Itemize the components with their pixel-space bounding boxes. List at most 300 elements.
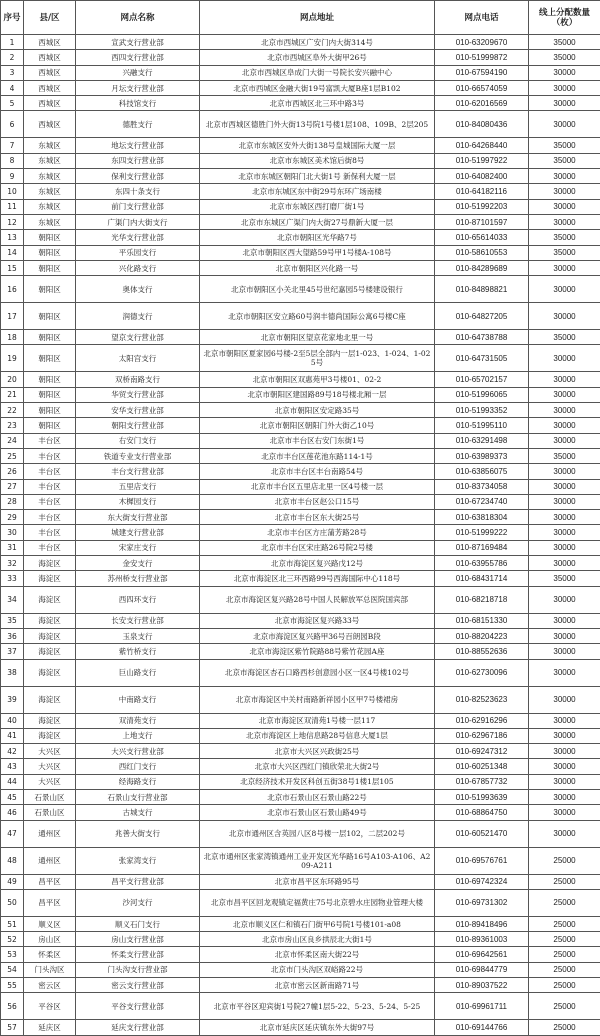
header-row [1, 1, 600, 35]
phone-cell: 010-66574059 [435, 80, 529, 95]
table-row [1, 199, 600, 214]
table-row [1, 805, 600, 820]
seq-cell: 26 [1, 464, 24, 479]
table-row [1, 169, 600, 184]
table-row [1, 659, 600, 686]
header-district: 县/区 [24, 1, 76, 35]
table-body [1, 35, 600, 1036]
quota-cell: 30000 [529, 403, 600, 418]
quota-cell: 25000 [529, 1020, 600, 1035]
phone-cell: 010-69247312 [435, 744, 529, 759]
phone-cell: 010-62916296 [435, 713, 529, 728]
seq-cell: 30 [1, 525, 24, 540]
branch-name-cell: 苏州桥支行营业部 [76, 571, 200, 586]
quota-cell: 25000 [529, 847, 600, 874]
seq-cell: 57 [1, 1020, 24, 1035]
address-cell: 北京市丰台区东大街25号 [200, 510, 435, 525]
seq-cell: 41 [1, 728, 24, 743]
address-cell: 北京经济技术开发区科创五街38号1楼1层105 [200, 774, 435, 789]
phone-cell: 010-63856075 [435, 464, 529, 479]
district-cell: 朝阳区 [24, 418, 76, 433]
table-row [1, 556, 600, 571]
district-cell: 西城区 [24, 65, 76, 80]
district-cell: 丰台区 [24, 464, 76, 479]
phone-cell: 010-62967186 [435, 728, 529, 743]
branch-name-cell: 西四支行营业部 [76, 50, 200, 65]
branch-name-cell: 石景山支行营业部 [76, 789, 200, 804]
address-cell: 北京市海淀区复兴路28号中国人民解放军总医院国宾部 [200, 586, 435, 613]
seq-cell: 31 [1, 540, 24, 555]
quota-cell: 30000 [529, 774, 600, 789]
address-cell: 北京市东城区东中街29号东环广场南楼 [200, 184, 435, 199]
address-cell: 北京市丰台区五里店北里一区4号楼一层 [200, 479, 435, 494]
phone-cell: 010-67594190 [435, 65, 529, 80]
address-cell: 北京市丰台区右安门东街1号 [200, 433, 435, 448]
table-row [1, 448, 600, 463]
quota-cell: 30000 [529, 479, 600, 494]
address-cell: 北京市朝阳区安定路35号 [200, 403, 435, 418]
table-row [1, 403, 600, 418]
district-cell: 西城区 [24, 50, 76, 65]
address-cell: 北京市朝阳区西大望路59号甲1号楼A-108号 [200, 245, 435, 260]
address-cell: 北京市海淀区上地信息路28号信息大厦1层 [200, 728, 435, 743]
branch-name-cell: 太阳宫支行 [76, 345, 200, 372]
phone-cell: 010-51993639 [435, 789, 529, 804]
phone-cell: 010-69576761 [435, 847, 529, 874]
quota-cell: 30000 [529, 759, 600, 774]
phone-cell: 010-64827205 [435, 303, 529, 330]
phone-cell: 010-67857732 [435, 774, 529, 789]
table-row [1, 1020, 600, 1035]
branch-name-cell: 兴化路支行 [76, 260, 200, 275]
table-row [1, 96, 600, 111]
quota-cell: 25000 [529, 874, 600, 889]
seq-cell: 15 [1, 260, 24, 275]
address-cell: 北京市朝阳区光华路7号 [200, 230, 435, 245]
seq-cell: 52 [1, 932, 24, 947]
address-cell: 北京市朝阳区兴化路一号 [200, 260, 435, 275]
address-cell: 北京市海淀区紫竹院路88号紫竹花园A座 [200, 644, 435, 659]
table-row [1, 65, 600, 80]
branch-name-cell: 科技馆支行 [76, 96, 200, 111]
branch-name-cell: 望京支行营业部 [76, 330, 200, 345]
header-address: 网点地址 [200, 1, 435, 35]
quota-cell: 30000 [529, 644, 600, 659]
phone-cell: 010-69144766 [435, 1020, 529, 1035]
quota-cell: 35000 [529, 35, 600, 50]
quota-cell: 25000 [529, 978, 600, 993]
table-row [1, 962, 600, 977]
quota-cell: 30000 [529, 260, 600, 275]
phone-cell: 010-68864750 [435, 805, 529, 820]
branch-name-cell: 润德支行 [76, 303, 200, 330]
quota-cell: 30000 [529, 628, 600, 643]
seq-cell: 10 [1, 184, 24, 199]
seq-cell: 48 [1, 847, 24, 874]
district-cell: 朝阳区 [24, 245, 76, 260]
address-cell: 北京市通州区张家湾镇通州工业开发区光华路16号A103-A106、A209-A211 [200, 847, 435, 874]
phone-cell: 010-69642561 [435, 947, 529, 962]
phone-cell: 010-87169484 [435, 540, 529, 555]
branch-name-cell: 西四环支行 [76, 586, 200, 613]
district-cell: 朝阳区 [24, 403, 76, 418]
quota-cell: 30000 [529, 276, 600, 303]
district-cell: 东城区 [24, 199, 76, 214]
district-cell: 朝阳区 [24, 230, 76, 245]
address-cell: 北京市昌平区回龙观镇定福黄庄75号北京碧水庄园物业管理大楼 [200, 889, 435, 916]
table-row [1, 993, 600, 1020]
branch-name-cell: 宣武支行营业部 [76, 35, 200, 50]
quota-cell: 30000 [529, 111, 600, 138]
district-cell: 丰台区 [24, 540, 76, 555]
seq-cell: 33 [1, 571, 24, 586]
seq-cell: 5 [1, 96, 24, 111]
phone-cell: 010-63291498 [435, 433, 529, 448]
district-cell: 密云区 [24, 978, 76, 993]
phone-cell: 010-62016569 [435, 96, 529, 111]
address-cell: 北京市西城区阜外大街甲26号 [200, 50, 435, 65]
quota-cell: 30000 [529, 184, 600, 199]
phone-cell: 010-69961711 [435, 993, 529, 1020]
address-cell: 北京市顺义区仁和镇石门街甲6号院1号楼101-a08 [200, 916, 435, 931]
table-row [1, 540, 600, 555]
phone-cell: 010-64182116 [435, 184, 529, 199]
branch-name-cell: 木樨园支行 [76, 494, 200, 509]
district-cell: 门头沟区 [24, 962, 76, 977]
branch-name-cell: 德胜支行 [76, 111, 200, 138]
address-cell: 北京市海淀区杏石口路西杉创意园小区一区4号楼102号 [200, 659, 435, 686]
branch-name-cell: 城建支行营业部 [76, 525, 200, 540]
seq-cell: 11 [1, 199, 24, 214]
branch-name-cell: 兴融支行 [76, 65, 200, 80]
table-row [1, 153, 600, 168]
address-cell: 北京市西城区广安门内大街314号 [200, 35, 435, 50]
branch-name-cell: 延庆支行营业部 [76, 1020, 200, 1035]
seq-cell: 35 [1, 613, 24, 628]
district-cell: 朝阳区 [24, 303, 76, 330]
quota-cell: 35000 [529, 138, 600, 153]
quota-cell: 30000 [529, 80, 600, 95]
phone-cell: 010-68151330 [435, 613, 529, 628]
quota-cell: 35000 [529, 330, 600, 345]
phone-cell: 010-69742324 [435, 874, 529, 889]
quota-cell: 30000 [529, 433, 600, 448]
header-phone: 网点电话 [435, 1, 529, 35]
branch-name-cell: 西红门支行 [76, 759, 200, 774]
phone-cell: 010-51993352 [435, 403, 529, 418]
branch-name-cell: 铁道专业支行营业部 [76, 448, 200, 463]
district-cell: 昌平区 [24, 889, 76, 916]
phone-cell: 010-64731505 [435, 345, 529, 372]
seq-cell: 16 [1, 276, 24, 303]
district-cell: 东城区 [24, 184, 76, 199]
quota-cell: 30000 [529, 418, 600, 433]
district-cell: 丰台区 [24, 448, 76, 463]
district-cell: 海淀区 [24, 571, 76, 586]
quota-cell: 35000 [529, 448, 600, 463]
phone-cell: 010-63989373 [435, 448, 529, 463]
seq-cell: 46 [1, 805, 24, 820]
quota-cell: 30000 [529, 686, 600, 713]
seq-cell: 13 [1, 230, 24, 245]
seq-cell: 45 [1, 789, 24, 804]
seq-cell: 1 [1, 35, 24, 50]
phone-cell: 010-88204223 [435, 628, 529, 643]
district-cell: 顺义区 [24, 916, 76, 931]
table-row [1, 744, 600, 759]
table-row [1, 80, 600, 95]
quota-cell: 30000 [529, 65, 600, 80]
seq-cell: 38 [1, 659, 24, 686]
seq-cell: 7 [1, 138, 24, 153]
seq-cell: 18 [1, 330, 24, 345]
table-row [1, 686, 600, 713]
quota-cell: 30000 [529, 169, 600, 184]
phone-cell: 010-84898821 [435, 276, 529, 303]
header-quota: 线上分配数量（枚） [529, 1, 600, 35]
branch-name-cell: 金安支行 [76, 556, 200, 571]
branch-name-cell: 房山支行营业部 [76, 932, 200, 947]
district-cell: 东城区 [24, 138, 76, 153]
table-row [1, 932, 600, 947]
seq-cell: 40 [1, 713, 24, 728]
seq-cell: 47 [1, 820, 24, 847]
table-row [1, 820, 600, 847]
branch-name-cell: 朝阳支行营业部 [76, 418, 200, 433]
phone-cell: 010-82523623 [435, 686, 529, 713]
district-cell: 海淀区 [24, 728, 76, 743]
address-cell: 北京市石景山区石景山路49号 [200, 805, 435, 820]
quota-cell: 30000 [529, 214, 600, 229]
branch-name-cell: 华贸支行营业部 [76, 387, 200, 402]
table-row [1, 479, 600, 494]
branch-name-cell: 安华支行营业部 [76, 403, 200, 418]
table-row [1, 345, 600, 372]
branch-name-cell: 广渠门内大街支行 [76, 214, 200, 229]
address-cell: 北京市丰台区方庄蒲芳路28号 [200, 525, 435, 540]
table-row [1, 613, 600, 628]
district-cell: 朝阳区 [24, 372, 76, 387]
seq-cell: 51 [1, 916, 24, 931]
table-row [1, 138, 600, 153]
seq-cell: 14 [1, 245, 24, 260]
address-cell: 北京市朝阳区建国路89号18号楼北厢一层 [200, 387, 435, 402]
phone-cell: 010-60521470 [435, 820, 529, 847]
phone-cell: 010-51996065 [435, 387, 529, 402]
address-cell: 北京市西城区北三环中路3号 [200, 96, 435, 111]
address-cell: 北京市西城区阜成门大街一号院长安兴融中心 [200, 65, 435, 80]
quota-cell: 25000 [529, 947, 600, 962]
address-cell: 北京市东城区朝阳门北大街1号 新保利大厦一层 [200, 169, 435, 184]
seq-cell: 32 [1, 556, 24, 571]
branch-name-cell: 玉泉支行 [76, 628, 200, 643]
district-cell: 丰台区 [24, 494, 76, 509]
table-row [1, 418, 600, 433]
quota-cell: 30000 [529, 556, 600, 571]
table-row [1, 111, 600, 138]
table-row [1, 759, 600, 774]
phone-cell: 010-51992203 [435, 199, 529, 214]
phone-cell: 010-68431714 [435, 571, 529, 586]
district-cell: 东城区 [24, 214, 76, 229]
seq-cell: 42 [1, 744, 24, 759]
phone-cell: 010-68218718 [435, 586, 529, 613]
phone-cell: 010-88552636 [435, 644, 529, 659]
table-row [1, 214, 600, 229]
quota-cell: 30000 [529, 540, 600, 555]
district-cell: 东城区 [24, 153, 76, 168]
phone-cell: 010-84080436 [435, 111, 529, 138]
quota-cell: 25000 [529, 889, 600, 916]
table-row [1, 35, 600, 50]
phone-cell: 010-89361003 [435, 932, 529, 947]
phone-cell: 010-51999872 [435, 50, 529, 65]
branch-name-cell: 古城支行 [76, 805, 200, 820]
seq-cell: 53 [1, 947, 24, 962]
phone-cell: 010-51995110 [435, 418, 529, 433]
seq-cell: 19 [1, 345, 24, 372]
district-cell: 海淀区 [24, 586, 76, 613]
branch-name-cell: 怀柔支行营业部 [76, 947, 200, 962]
seq-cell: 27 [1, 479, 24, 494]
phone-cell: 010-64738788 [435, 330, 529, 345]
seq-cell: 49 [1, 874, 24, 889]
address-cell: 北京市门头沟区双峪路22号 [200, 962, 435, 977]
district-cell: 朝阳区 [24, 276, 76, 303]
address-cell: 北京市东城区安外大街138号皇城国际大厦一层 [200, 138, 435, 153]
phone-cell: 010-89418496 [435, 916, 529, 931]
address-cell: 北京市延庆区延庆镇东外大街97号 [200, 1020, 435, 1035]
quota-cell: 30000 [529, 303, 600, 330]
district-cell: 西城区 [24, 35, 76, 50]
quota-cell: 25000 [529, 993, 600, 1020]
branch-name-cell: 兆善大街支行 [76, 820, 200, 847]
seq-cell: 43 [1, 759, 24, 774]
phone-cell: 010-62730096 [435, 659, 529, 686]
district-cell: 朝阳区 [24, 260, 76, 275]
branch-name-cell: 门头沟支行营业部 [76, 962, 200, 977]
district-cell: 大兴区 [24, 759, 76, 774]
table-row [1, 387, 600, 402]
address-cell: 北京市通州区含英园八区8号楼一层102，二层202号 [200, 820, 435, 847]
phone-cell: 010-63818304 [435, 510, 529, 525]
seq-cell: 9 [1, 169, 24, 184]
seq-cell: 56 [1, 993, 24, 1020]
phone-cell: 010-83734058 [435, 479, 529, 494]
address-cell: 北京市朝阳区夏家园6号楼-2至5层全部内一层1-023、1-024、1-025号 [200, 345, 435, 372]
branch-name-cell: 东四支行营业部 [76, 153, 200, 168]
phone-cell: 010-63955786 [435, 556, 529, 571]
table-row [1, 433, 600, 448]
address-cell: 北京市东城区广渠门内大街27号鼎新大厦一层 [200, 214, 435, 229]
seq-cell: 50 [1, 889, 24, 916]
seq-cell: 21 [1, 387, 24, 402]
quota-cell: 30000 [529, 345, 600, 372]
branch-name-cell: 东大街支行营业部 [76, 510, 200, 525]
district-cell: 通州区 [24, 820, 76, 847]
address-cell: 北京市东城区美术馆后街8号 [200, 153, 435, 168]
address-cell: 北京市朝阳区望京花家地北里一号 [200, 330, 435, 345]
seq-cell: 24 [1, 433, 24, 448]
branch-name-cell: 巨山路支行 [76, 659, 200, 686]
district-cell: 房山区 [24, 932, 76, 947]
quota-cell: 35000 [529, 50, 600, 65]
branch-name-cell: 前门支行营业部 [76, 199, 200, 214]
address-cell: 北京市房山区良乡拱辰北大街1号 [200, 932, 435, 947]
phone-cell: 010-51997922 [435, 153, 529, 168]
district-cell: 丰台区 [24, 510, 76, 525]
address-cell: 北京市怀柔区南大街22号 [200, 947, 435, 962]
address-cell: 北京市大兴区西红门镇欣荣北大街2号 [200, 759, 435, 774]
seq-cell: 20 [1, 372, 24, 387]
quota-cell: 30000 [529, 199, 600, 214]
address-cell: 北京市昌平区东环路95号 [200, 874, 435, 889]
branch-name-cell: 昌平支行营业部 [76, 874, 200, 889]
quota-cell: 30000 [529, 613, 600, 628]
district-cell: 西城区 [24, 111, 76, 138]
table-row [1, 774, 600, 789]
phone-cell: 010-64082400 [435, 169, 529, 184]
quota-cell: 30000 [529, 510, 600, 525]
seq-cell: 54 [1, 962, 24, 977]
address-cell: 北京市丰台区宋庄路26号院2号楼 [200, 540, 435, 555]
address-cell: 北京市西城区德胜门外大街13号院1号楼1层108、109B、2层205 [200, 111, 435, 138]
seq-cell: 2 [1, 50, 24, 65]
table-row [1, 525, 600, 540]
quota-cell: 25000 [529, 916, 600, 931]
phone-cell: 010-65614033 [435, 230, 529, 245]
table-row [1, 586, 600, 613]
branch-name-cell: 宋家庄支行 [76, 540, 200, 555]
address-cell: 北京市朝阳区小关北里45号世纪嘉园5号楼建设银行 [200, 276, 435, 303]
table-row [1, 789, 600, 804]
branch-name-cell: 五里店支行 [76, 479, 200, 494]
seq-cell: 55 [1, 978, 24, 993]
table-row [1, 50, 600, 65]
table-row [1, 464, 600, 479]
seq-cell: 39 [1, 686, 24, 713]
address-cell: 北京市海淀区双清苑1号楼一层117 [200, 713, 435, 728]
quota-cell: 30000 [529, 789, 600, 804]
table-row [1, 628, 600, 643]
table-row [1, 494, 600, 509]
seq-cell: 37 [1, 644, 24, 659]
address-cell: 北京市丰台区丰台南路54号 [200, 464, 435, 479]
quota-cell: 30000 [529, 586, 600, 613]
table-row [1, 947, 600, 962]
district-cell: 丰台区 [24, 433, 76, 448]
phone-cell: 010-67234740 [435, 494, 529, 509]
quota-cell: 30000 [529, 659, 600, 686]
table-row [1, 644, 600, 659]
branch-name-cell: 长安支行营业部 [76, 613, 200, 628]
district-cell: 丰台区 [24, 525, 76, 540]
seq-cell: 6 [1, 111, 24, 138]
seq-cell: 34 [1, 586, 24, 613]
table-row [1, 713, 600, 728]
address-cell: 北京市海淀区复兴路戊12号 [200, 556, 435, 571]
branch-name-cell: 中南路支行 [76, 686, 200, 713]
branch-name-cell: 双清苑支行 [76, 713, 200, 728]
quota-cell: 30000 [529, 387, 600, 402]
address-cell: 北京市朝阳区安立路60号润丰德尚国际公寓6号楼C座 [200, 303, 435, 330]
branch-name-cell: 沙河支行 [76, 889, 200, 916]
branch-name-cell: 张家湾支行 [76, 847, 200, 874]
seq-cell: 4 [1, 80, 24, 95]
district-cell: 海淀区 [24, 644, 76, 659]
quota-cell: 30000 [529, 494, 600, 509]
phone-cell: 010-63209670 [435, 35, 529, 50]
